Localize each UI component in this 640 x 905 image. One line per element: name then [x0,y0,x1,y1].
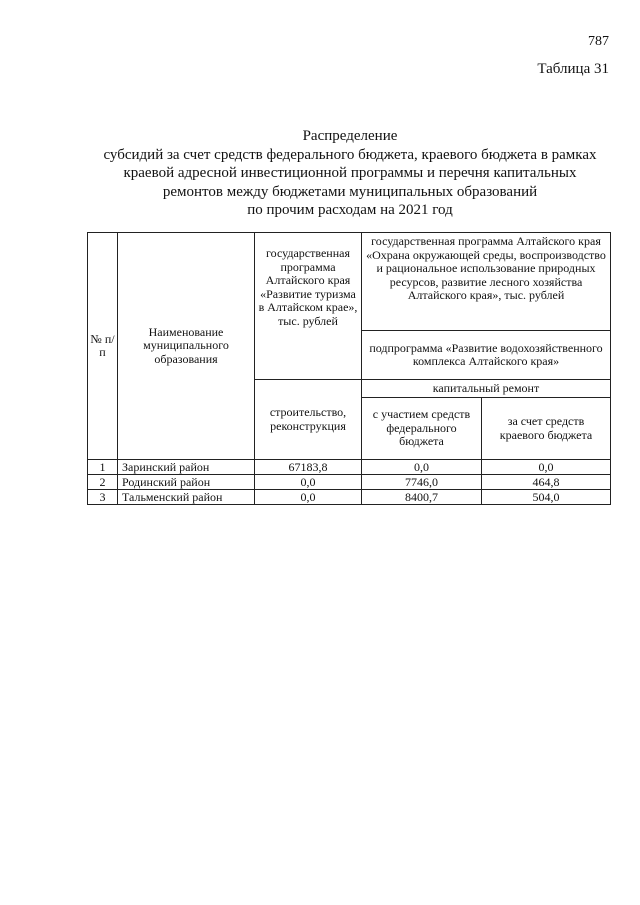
row-federal: 0,0 [362,460,482,475]
title-line: ремонтов между бюджетами муниципальных образований [162,183,538,200]
header-water-subprogram: подпрограмма «Развитие водохозяйственного комплекса Алтайского края» [362,331,611,380]
title-line: субсидий за счет средств федерального бюджета, краевого бюджета в рамках [103,146,597,163]
title-line: по прочим расходам на 2021 год [247,202,453,218]
header-tourism-program: государственная программа Алтайского края «Развитие туризма в Алтайском крае», тыс. рублей [255,233,362,380]
row-regional: 504,0 [482,490,611,505]
header-name: Наименование муниципального образования [118,233,255,460]
header-regional: за счет средств краевого бюджета [482,398,611,460]
row-num: 3 [88,490,118,505]
row-federal: 8400,7 [362,490,482,505]
page-number: 787 [588,34,609,49]
row-regional: 0,0 [482,460,611,475]
table-row [88,475,611,490]
header-env-program: государственная программа Алтайского края «Охрана окружающей среды, воспроизводство и рациональное использование природных ресурсов, развитие лесного хозяйства Алтайского края», тыс. рублей [362,233,611,331]
row-construction: 0,0 [255,475,362,490]
table-label: Таблица 31 [537,61,609,77]
row-construction: 67183,8 [255,460,362,475]
row-name: Заринский район [118,460,255,475]
row-num: 2 [88,475,118,490]
row-num: 1 [88,460,118,475]
document-title [60,127,640,220]
row-construction: 0,0 [255,490,362,505]
subsidy-table [87,232,611,505]
header-num: № п/п [88,233,118,460]
row-name: Родинский район [118,475,255,490]
table-row [88,460,611,475]
row-federal: 7746,0 [362,475,482,490]
header-federal: с участием средств федерального бюджета [362,398,482,460]
title-line: Распределение [302,128,398,144]
row-regional: 464,8 [482,475,611,490]
row-name: Тальменский район [118,490,255,505]
title-line: краевой адресной инвестиционной программы и перечня капитальных [123,165,577,181]
header-capital-repair: капитальный ремонт [362,380,611,398]
table-row [88,490,611,505]
header-construction: строительство, реконструкция [255,380,362,460]
